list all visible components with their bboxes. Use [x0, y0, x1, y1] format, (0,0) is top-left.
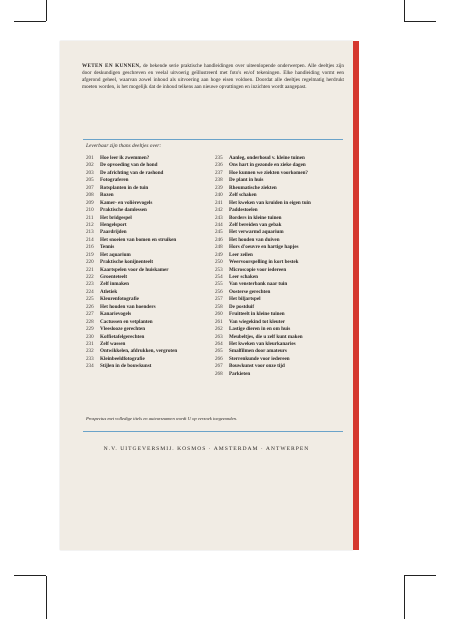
item-number: 227	[86, 311, 94, 318]
list-item	[215, 334, 342, 341]
item-title: De postduif	[229, 303, 255, 310]
item-number: 235	[215, 155, 223, 161]
list-item	[86, 215, 211, 222]
item-number: 212	[86, 221, 94, 228]
item-number: 211	[86, 214, 94, 221]
title-list-box	[83, 139, 343, 432]
list-item	[86, 200, 211, 207]
item-number: 228	[86, 318, 94, 325]
item-number: 264	[215, 340, 223, 347]
item-title: Kanarievogels	[100, 311, 132, 318]
item-number: 245	[215, 229, 223, 236]
item-title: Leer zeilen	[229, 251, 253, 258]
item-title: Weervoorspelling in kort bestek	[229, 259, 299, 266]
item-number: 257	[215, 296, 223, 303]
item-title: Zelf wassen	[100, 340, 126, 347]
list-item	[86, 296, 211, 303]
item-title: Koffietafelgerechten	[100, 333, 145, 340]
item-number: 214	[86, 236, 94, 243]
item-number: 202	[86, 162, 94, 169]
list-item	[86, 207, 211, 214]
crop-mark	[404, 575, 436, 576]
item-number: 249	[215, 251, 223, 258]
item-title: Oosterse gerechten	[229, 288, 271, 295]
item-title: Hoe kunnen we ziekten voorkomen?	[229, 169, 308, 176]
list-item	[86, 170, 211, 177]
list-item	[215, 371, 342, 378]
item-number: 201	[86, 155, 94, 161]
item-number: 239	[215, 184, 223, 191]
item-title: Stijlen in de bouwkunst	[100, 363, 152, 370]
list-item	[86, 267, 211, 274]
item-title: Hengelsport	[100, 221, 127, 228]
list-item	[215, 341, 342, 348]
item-title: De plant in huis	[229, 177, 264, 184]
list-item	[215, 155, 342, 162]
item-number: 248	[215, 244, 223, 251]
item-number: 236	[215, 162, 223, 169]
item-number: 224	[86, 288, 94, 295]
item-title: Borders in kleine tuinen	[229, 214, 282, 221]
item-title: Het biljartspel	[229, 296, 261, 303]
item-number: 213	[86, 229, 94, 236]
item-title: Kleinbeeldfotografie	[100, 355, 145, 362]
list-item	[215, 229, 342, 236]
left-title-column	[86, 155, 211, 371]
item-title: Hors d'oeuvre en hartige hapjes	[229, 244, 299, 251]
item-title: Fotograferen	[100, 177, 129, 184]
item-title: Ontwikkelen, afdrukken, vergroten	[100, 348, 178, 355]
item-number: 267	[215, 363, 223, 370]
crop-mark	[14, 575, 46, 576]
list-item	[86, 155, 211, 162]
item-title: Parkieten	[229, 370, 251, 377]
list-item	[215, 207, 342, 214]
list-item	[215, 281, 342, 288]
list-item	[86, 162, 211, 169]
item-title: Zelf bereiden van gebak	[229, 221, 282, 228]
item-title: Het bridgespel	[100, 214, 132, 221]
item-number: 222	[86, 274, 94, 280]
item-title: Het kweken van kleurkanaries	[229, 340, 296, 347]
item-number: 209	[86, 199, 94, 206]
item-title: Het verwarmd aquarium	[229, 229, 284, 236]
item-title: Paddestoelen	[229, 207, 258, 214]
item-title: Aanleg, onderhoud v. kleine tuinen	[229, 155, 305, 161]
list-item	[86, 326, 211, 333]
item-number: 241	[215, 199, 223, 206]
list-item	[86, 356, 211, 363]
item-title: Het houden van duiven	[229, 236, 280, 243]
list-item	[215, 311, 342, 318]
item-number: 261	[215, 318, 223, 325]
list-item	[86, 229, 211, 236]
list-item	[215, 319, 342, 326]
item-title: Lastige dieren in en om huis	[229, 326, 291, 333]
crop-mark	[46, 0, 47, 21]
item-title: Rozen	[100, 192, 114, 199]
list-item	[86, 274, 211, 281]
item-title: Groenteteelt	[100, 274, 128, 280]
list-item	[215, 326, 342, 333]
item-number: 225	[86, 296, 94, 303]
item-number: 243	[215, 214, 223, 221]
item-title: Tennis	[100, 244, 115, 251]
item-number: 242	[215, 207, 223, 214]
item-number: 219	[86, 251, 94, 258]
list-item	[86, 304, 211, 311]
item-number: 262	[215, 326, 223, 333]
item-title: Smalfilmen door amateurs	[229, 348, 287, 355]
item-number: 255	[215, 281, 223, 288]
list-item	[215, 348, 342, 355]
item-title: Praktische damlessen	[100, 207, 147, 214]
list-item	[86, 319, 211, 326]
crop-mark	[14, 21, 46, 22]
item-title: Zelf inmaken	[100, 281, 130, 288]
item-number: 232	[86, 348, 94, 355]
item-number: 223	[86, 281, 94, 288]
item-title: Microscopie voor iedereen	[229, 266, 287, 273]
item-title: Vleeslooze gerechten	[100, 326, 146, 333]
item-number: 207	[86, 184, 94, 191]
item-title: Van vensterbank naar tuin	[229, 281, 288, 288]
item-number: 226	[86, 303, 94, 310]
crop-mark	[46, 576, 47, 619]
crop-mark	[404, 576, 405, 619]
item-title: Sterrenkunde voor iedereen	[229, 355, 290, 362]
list-item	[86, 222, 211, 229]
item-title: Hoe leer ik zwemmen?	[100, 155, 150, 161]
item-title: Ons hart in gezonde en zieke dagen	[229, 162, 306, 169]
item-number: 240	[215, 192, 223, 199]
list-item	[86, 252, 211, 259]
list-item	[86, 363, 211, 370]
intro-paragraph	[82, 63, 344, 91]
item-number: 250	[215, 259, 223, 266]
item-title: Het aquarium	[100, 251, 131, 258]
item-title: Het kweken van kruiden in eigen tuin	[229, 199, 311, 206]
item-number: 216	[86, 244, 94, 251]
item-title: De opvoeding van de hond	[100, 162, 158, 169]
list-item	[86, 289, 211, 296]
item-number: 233	[86, 355, 94, 362]
item-number: 231	[86, 340, 94, 347]
item-title: Zelf schaken	[229, 192, 257, 199]
list-item	[86, 192, 211, 199]
item-title: Van wiegekind tot kleuter	[229, 318, 285, 325]
list-item	[215, 356, 342, 363]
item-number: 263	[215, 333, 223, 340]
item-title: Meubeltjes, die u zelf kunt maken	[229, 333, 303, 340]
list-item	[86, 311, 211, 318]
list-item	[215, 185, 342, 192]
item-number: 258	[215, 303, 223, 310]
list-item	[215, 252, 342, 259]
item-number: 266	[215, 355, 223, 362]
item-number: 220	[86, 259, 94, 266]
item-number: 253	[215, 266, 223, 273]
item-number: 260	[215, 311, 223, 318]
item-title: Bouwkunst voor onze tijd	[229, 363, 285, 370]
spine-red-stripe	[353, 41, 359, 550]
list-item	[86, 185, 211, 192]
item-number: 205	[86, 177, 94, 184]
right-title-column	[215, 155, 342, 378]
item-number: 208	[86, 192, 94, 199]
list-item	[86, 348, 211, 355]
item-title: Cactussen en vetplanten	[100, 318, 153, 325]
item-title: Kaartspelen voor de huiskamer	[100, 266, 169, 273]
item-title: Kamer- en volièrevogels	[100, 199, 153, 206]
list-item	[215, 170, 342, 177]
list-item	[86, 237, 211, 244]
item-number: 229	[86, 326, 94, 333]
item-number: 221	[86, 266, 94, 273]
item-number: 254	[215, 274, 223, 280]
item-number: 246	[215, 236, 223, 243]
item-number: 234	[86, 363, 94, 370]
item-number: 230	[86, 333, 94, 340]
list-item	[215, 177, 342, 184]
item-number: 244	[215, 221, 223, 228]
prospectus-note: Prospectus met volledige titels en auteursnamen wordt U op verzoek toegezonden.	[86, 416, 238, 421]
item-title: Het houden van hoenders	[100, 303, 156, 310]
list-item	[215, 289, 342, 296]
item-title: Praktische konijnenteelt	[100, 259, 154, 266]
item-number: 238	[215, 177, 223, 184]
item-number: 256	[215, 288, 223, 295]
list-item	[215, 237, 342, 244]
crop-mark	[404, 21, 436, 22]
item-title: Rotsplanten in de tuin	[100, 184, 149, 191]
series-name: WETEN EN KUNNEN,	[82, 63, 141, 69]
list-item	[215, 274, 342, 281]
list-item	[86, 259, 211, 266]
item-number: 265	[215, 348, 223, 355]
list-item	[86, 244, 211, 251]
list-item	[86, 334, 211, 341]
list-item	[215, 192, 342, 199]
list-item	[215, 296, 342, 303]
crop-mark	[404, 0, 405, 21]
item-title: De africhting van de rashond	[100, 169, 164, 176]
list-item	[215, 267, 342, 274]
list-item	[215, 162, 342, 169]
list-item	[215, 259, 342, 266]
item-title: Paardrijden	[100, 229, 127, 236]
item-title: Het snoeien van bomen en struiken	[100, 236, 177, 243]
list-item	[215, 222, 342, 229]
list-item	[86, 177, 211, 184]
list-item	[86, 281, 211, 288]
item-number: 237	[215, 169, 223, 176]
list-item	[215, 200, 342, 207]
item-number: 203	[86, 169, 94, 176]
list-item	[86, 341, 211, 348]
list-item	[215, 215, 342, 222]
list-item	[215, 304, 342, 311]
item-number: 210	[86, 207, 94, 214]
item-title: Atletiek	[100, 288, 118, 295]
item-number: 268	[215, 370, 223, 377]
list-item	[215, 244, 342, 251]
publisher-line: N.V. UITGEVERSMIJ. KOSMOS · AMSTERDAM · ANTWERPEN	[103, 446, 310, 452]
item-title: Kleurenfotografie	[100, 296, 139, 303]
list-heading: Leverbaar zijn thans deeltjes over:	[86, 143, 162, 149]
intro-text: de bekende serie praktische handleidingen over uiteenlopende onderwerpen. Alle deeltjes zijn door deskundigen geschreven en veelal uitvoerig geïllustreerd met foto's en/of tekeningen. Elke handleiding vormt een afgerond geheel, waarvan zowel inhoud als uitvoering aan hoge eisen voldoen. Doordat alle deeltjes regelmatig herdrukt moeten worden, is het mogelijk dat de inhoud telkens aan nieuwe opvattingen en inzichten wordt aangepast.	[82, 63, 344, 91]
item-title: Leer schaken	[229, 274, 258, 280]
list-item	[215, 363, 342, 370]
item-title: Rheumatische ziekten	[229, 184, 277, 191]
item-title: Fruitteelt in kleine tuinen	[229, 311, 285, 318]
